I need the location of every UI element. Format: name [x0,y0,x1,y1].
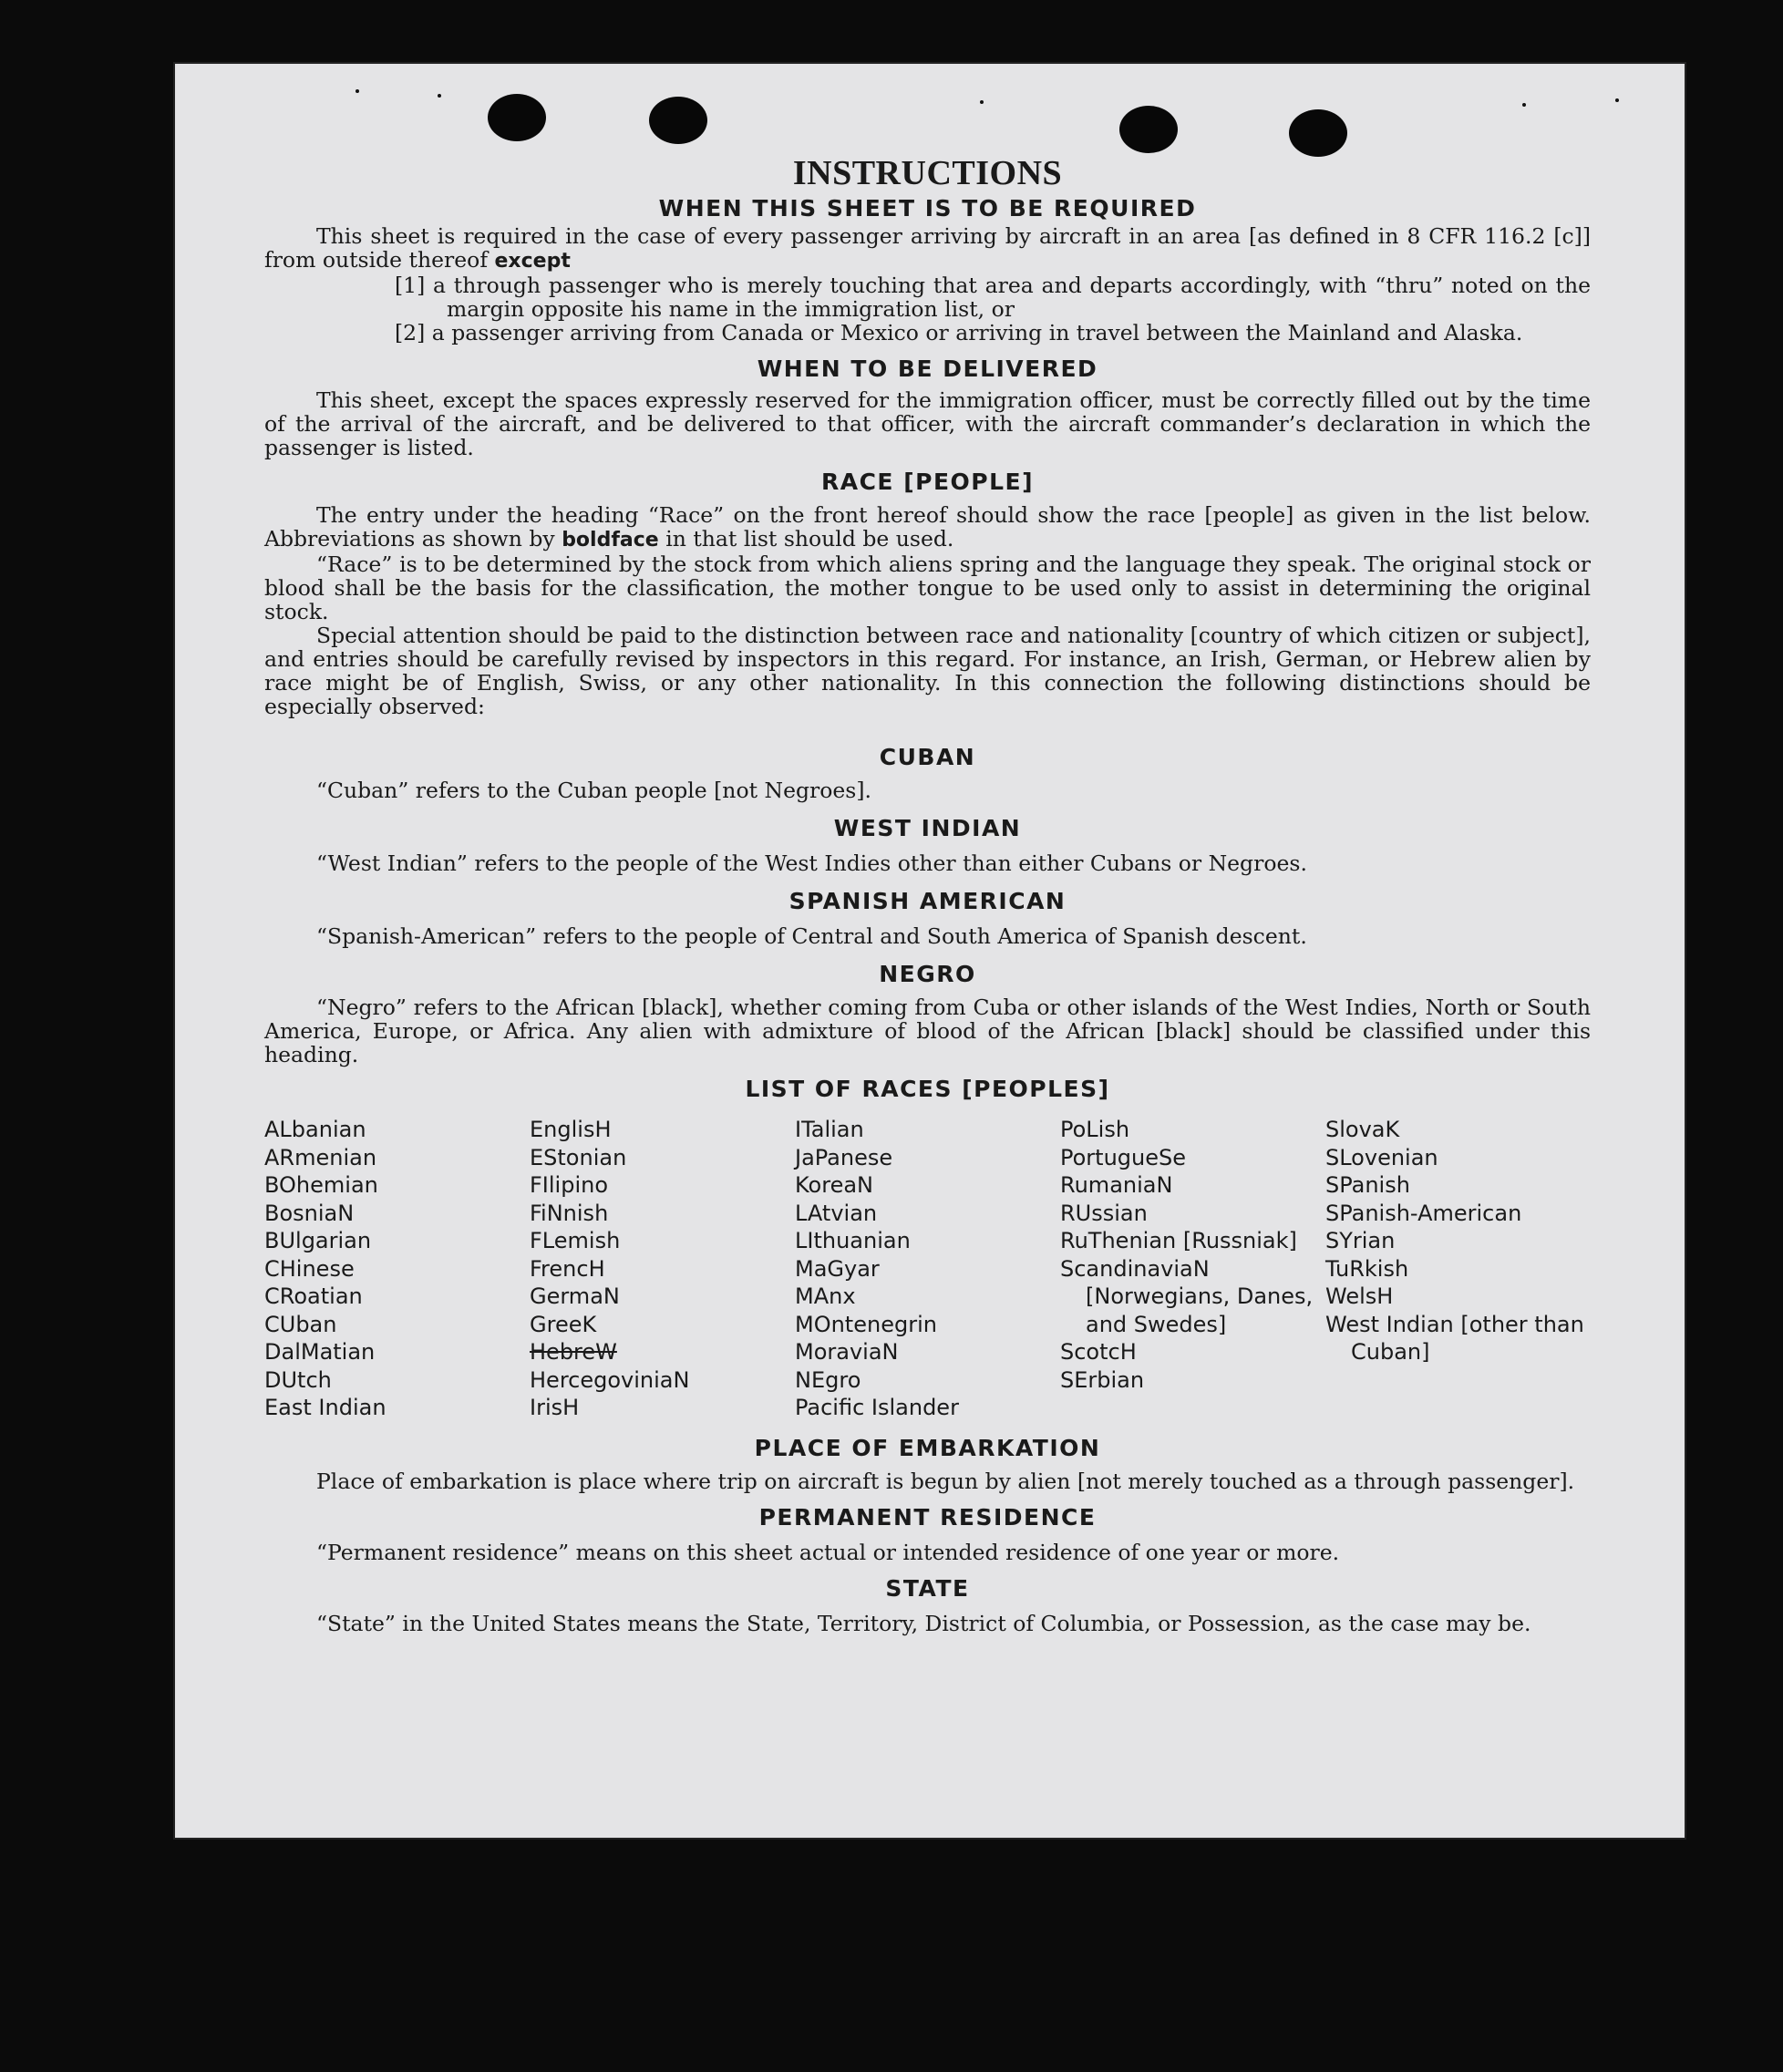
race-item: BUlgarian [264,1228,372,1253]
race-item: FiNnish [530,1200,609,1226]
race-item: TuRkish [1325,1255,1409,1282]
heading-state: STATE [885,1574,970,1602]
embarkation-text: Place of embarkation is place where trip on aircraft is begun by alien [not merely touched as a through passenger]. [316,1468,1575,1494]
race-item: MAnx [795,1283,856,1309]
race-item: SLovenian [1325,1144,1438,1170]
punch-hole [649,97,707,144]
required-item-1: [1] a through passenger who is merely touching that area and departs accordingly, with “thru” noted on the margin opposite his name in the immigration list, or [395,273,1591,322]
heading-list-of-races: LIST OF RACES [PEOPLES] [745,1076,1110,1102]
race-item: JaPanese [795,1144,893,1170]
speck [1522,103,1526,107]
race-item: CHinese [264,1255,355,1282]
race-item: SlovaK [1325,1117,1400,1142]
west-indian-text: “West Indian” refers to the people of the West Indies other than either Cubans or Negroes. [316,850,1307,876]
state-text: “State” in the United States means the State, Territory, District of Columbia, or Possession, as the case may be. [316,1610,1531,1636]
punch-hole [488,94,546,141]
race-item: IrisH [530,1395,580,1420]
negro-text: “Negro” refers to the African [black], whether coming from Cuba or other islands of the West Indies, North or South America, Europe, or Africa. Any alien with admixture of blood of the African [black] should be classified under this heading. [264,995,1591,1067]
race-item: ScandinaviaN [Norwegians, Danes, and Swedes] [1060,1255,1314,1337]
race-paragraph-1: The entry under the heading “Race” on the front hereof should show the race [people] as given in the list below. Abbreviations as shown by boldface in that list should be used. [264,502,1591,552]
heading-embarkation: PLACE OF EMBARKATION [754,1434,1101,1461]
race-item: DUtch [264,1366,332,1393]
races-list [264,1116,1591,1422]
race-item: RumaniaN [1060,1172,1173,1198]
race-item: LIthuanian [795,1228,911,1253]
heading-residence: PERMANENT RESIDENCE [758,1503,1097,1531]
race-item: LAtvian [795,1200,878,1226]
race-item: GreeK [530,1311,597,1337]
race-item: RUssian [1060,1200,1148,1226]
spanish-american-text: “Spanish-American” refers to the people of Central and South America of Spanish descent. [316,923,1307,949]
races-column-1 [264,1116,530,1422]
race-item: WelsH [1325,1283,1394,1309]
race-item: GermaN [530,1283,620,1309]
races-column-2 [530,1116,795,1422]
race-item: EnglisH [530,1117,612,1142]
residence-text: “Permanent residence” means on this sheet actual or intended residence of one year or more. [316,1539,1340,1565]
punch-hole [1289,109,1347,157]
race-paragraph-3: Special attention should be paid to the distinction between race and nationality [country of which citizen or subject], and entries should be carefully revised by inspectors in this regard. For instance, an Irish, German, or Hebrew alien by race might be of English, Swiss, or any other nationality. In this connection the following distinctions should be especially observed: [264,623,1591,719]
races-column-4 [1060,1116,1325,1422]
race-item: CUban [264,1311,337,1337]
race-item: Pacific Islander [795,1395,959,1420]
speck [1615,98,1619,102]
race-item: PortugueSe [1060,1144,1186,1170]
race-item: CRoatian [264,1283,363,1309]
races-column-3 [795,1116,1060,1422]
required-item-2: [2] a passenger arriving from Canada or Mexico or arriving in travel between the Mainland and Alaska. [395,320,1523,345]
page-title: INSTRUCTIONS [792,154,1063,192]
race-item: MOntenegrin [795,1311,937,1337]
races-column-5 [1325,1116,1591,1422]
race-item: BosniaN [264,1200,355,1226]
heading-negro: NEGRO [879,961,976,987]
required-intro: This sheet is required in the case of every passenger arriving by aircraft in an area [as defined in 8 CFR 116.2 [c]] from outside thereof except [264,223,1591,273]
speck [356,89,359,93]
race-item: DalMatian [264,1339,376,1365]
race-item: SPanish-American [1325,1200,1522,1226]
punch-hole [1119,106,1178,153]
race-item: FIlipino [530,1172,609,1198]
heading-required: WHEN THIS SHEET IS TO BE REQUIRED [658,195,1197,222]
speck [438,94,441,98]
cuban-text: “Cuban” refers to the Cuban people [not Negroes]. [316,778,872,803]
race-item: KoreaN [795,1172,873,1198]
race-item: ITalian [795,1117,864,1142]
heading-race: RACE [PEOPLE] [820,469,1035,495]
race-item: ALbanian [264,1117,366,1142]
race-item: EStonian [530,1144,627,1170]
heading-cuban: CUBAN [879,744,976,770]
race-item: MoraviaN [795,1339,899,1365]
except-bold: except [494,250,571,273]
heading-spanish-american: SPANISH AMERICAN [788,888,1067,914]
race-item: MaGyar [795,1255,880,1282]
document-sheet [173,62,1686,1840]
race-item: ARmenian [264,1144,377,1170]
boldface-word: boldface [562,529,659,552]
heading-west-indian: WEST INDIAN [833,815,1022,841]
delivered-text: This sheet, except the spaces expressly reserved for the immigration officer, must be correctly filled out by the time of the arrival of the aircraft, and be delivered to that officer, with the aircraft commander’s declaration in which the passenger is listed. [264,387,1591,460]
race-item: HercegoviniaN [530,1366,690,1393]
race-item: SErbian [1060,1366,1145,1393]
race-item: SYrian [1325,1228,1396,1253]
race-item: PoLish [1060,1117,1130,1142]
speck [980,100,984,104]
race-item: NEgro [795,1366,861,1393]
race-item: East Indian [264,1395,386,1420]
race-item-struck: HebreW [530,1339,617,1365]
race-item: SPanish [1325,1172,1410,1198]
heading-delivered: WHEN TO BE DELIVERED [757,356,1098,382]
race-item: RuThenian [Russniak] [1060,1228,1297,1253]
race-item: West Indian [other than Cuban] [1325,1311,1584,1365]
race-item: FLemish [530,1228,621,1253]
race-paragraph-2: “Race” is to be determined by the stock from which aliens spring and the language they speak. The original stock or blood shall be the basis for the classification, the mother tongue to be used only to assist in determining the original stock. [264,552,1591,624]
race-item: ScotcH [1060,1339,1137,1365]
race-item: FrencH [530,1255,605,1282]
race-item: BOhemian [264,1172,378,1198]
instructions-content [264,153,1591,1635]
